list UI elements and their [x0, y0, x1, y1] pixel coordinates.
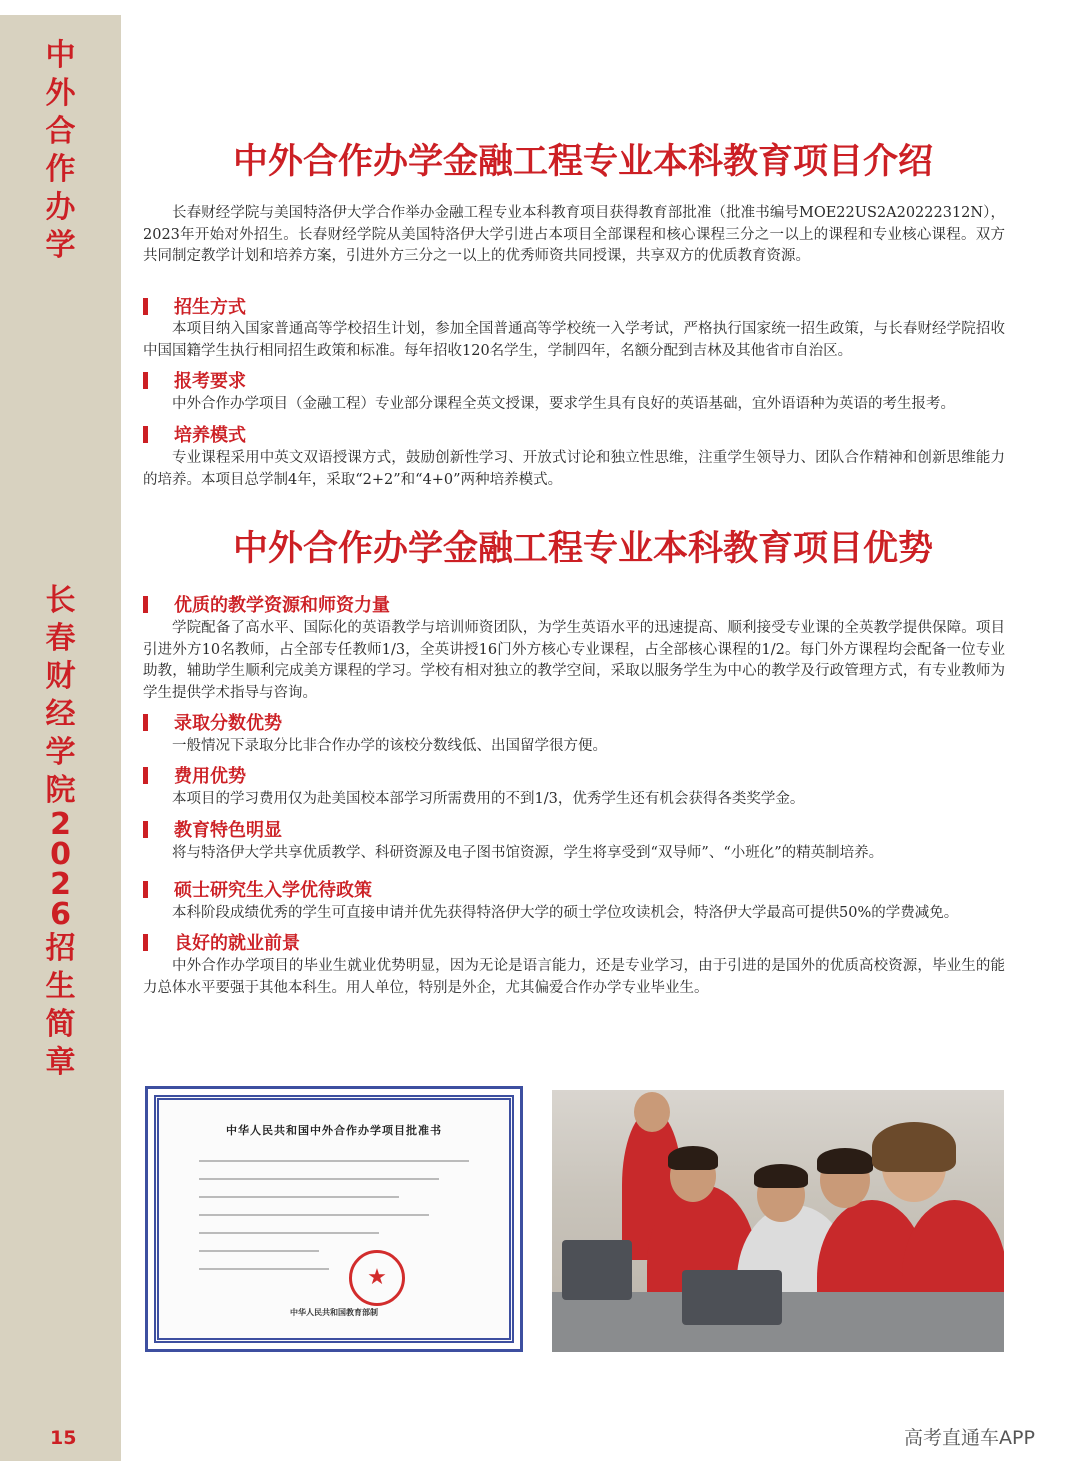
- section-marker: [143, 821, 148, 838]
- item-title-text: 费用优势: [174, 766, 246, 787]
- certificate-text-line: [199, 1214, 429, 1216]
- section1-heading: 中外合作办学金融工程专业本科教育项目介绍: [232, 142, 933, 182]
- section-marker: [143, 767, 148, 784]
- section-marker: [143, 881, 148, 898]
- certificate-text-line: [199, 1178, 439, 1180]
- students-photo: [552, 1090, 1004, 1352]
- laptop-icon: [562, 1240, 632, 1300]
- section1-item-text: 专业课程采用中英文双语授课方式，鼓励创新性学习、开放式讨论和独立性思维，注重学生领导力、团队合作精神和创新思维能力的培养。本项目总学制4年，采取“2+2”和“4+0”两种培养模式。: [143, 450, 1005, 488]
- section2-item-text: 将与特洛伊大学共享优质教学、科研资源及电子图书馆资源，学生将享受到“双导师”、“小班化”的精英制培养。: [172, 845, 884, 861]
- certificate-text-line: [199, 1232, 379, 1234]
- item-title-text: 培养模式: [174, 425, 246, 446]
- certificate-title: 中华人民共和国中外合作办学项目批准书: [226, 1124, 442, 1137]
- certificate-issuer: 中华人民共和国教育部制: [290, 1307, 378, 1317]
- section-marker: [143, 714, 148, 731]
- sidebar-mid-label: 长 春 财 经 学 院 2 0 2 6 招 生 简 章: [45, 583, 76, 1080]
- section-marker: [143, 372, 148, 389]
- certificate-frame: [154, 1095, 514, 1343]
- section1-item-title: [143, 296, 246, 320]
- page-number: 15: [50, 1427, 77, 1449]
- section2-item-title: [143, 819, 282, 843]
- section2-item-title: [143, 765, 246, 789]
- section-marker: [143, 596, 148, 613]
- student-head: [634, 1092, 670, 1132]
- section2-item-title: [143, 932, 300, 956]
- section1-item-text: 本项目纳入国家普通高等学校招生计划，参加全国普通高等学校统一入学考试，严格执行国家统一招生政策，与长春财经学院招收中国国籍学生执行相同招生政策和标准。每年招收120名学生，学制四年，名额分配到吉林及其他省市自治区。: [143, 321, 1005, 359]
- section2-item-title: [143, 712, 282, 736]
- item-title-text: 报考要求: [174, 371, 246, 392]
- student-hair: [872, 1122, 956, 1172]
- section2-item-text: 学院配备了高水平、国际化的英语教学与培训师资团队，为学生英语水平的迅速提高、顺利接受专业课的全英教学提供保障。项目引进外方10名教师，占全部专任教师1/3，全英讲授16门外方核心专业课程，占全部核心课程的1/2。每门外方课程均会配备一位专业助教，辅助学生顺利完成美方课程的学习。学校有相对独立的教学空间，采取以服务学生为中心的教学及行政管理方式，有专业教师为学生提供学术指导与咨询。: [143, 620, 1005, 701]
- section-marker: [143, 426, 148, 443]
- certificate-text-line: [199, 1160, 469, 1162]
- section-marker: [143, 934, 148, 951]
- section2-item-text: 本项目的学习费用仅为赴美国校本部学习所需费用的不到1/3，优秀学生还有机会获得各类奖学金。: [172, 791, 805, 807]
- watermark: 高考直通车APP: [904, 1427, 1035, 1449]
- section2-item-title: [143, 879, 372, 903]
- section2-heading: 中外合作办学金融工程专业本科教育项目优势: [232, 529, 933, 569]
- section2-item-text: 本科阶段成绩优秀的学生可直接申请并优先获得特洛伊大学的硕士学位攻读机会，特洛伊大学最高可提供50%的学费减免。: [172, 905, 959, 921]
- item-title-text: 教育特色明显: [174, 820, 282, 841]
- section2-item-text: 一般情况下录取分比非合作办学的该校分数线低、出国留学很方便。: [172, 738, 607, 754]
- certificate-text-line: [199, 1250, 319, 1252]
- section1-item-title: [143, 370, 246, 394]
- student-hair: [754, 1164, 808, 1188]
- section1-intro: 长春财经学院与美国特洛伊大学合作举办金融工程专业本科教育项目获得教育部批准（批准书编号MOE22US2A20222312N），2023年开始对外招生。长春财经学院从美国特洛伊大学引进占本项目全部课程和核心课程三分之一以上的课程和专业核心课程。双方共同制定教学计划和培养方案，引进外方三分之一以上的优秀师资共同授课，共享双方的优质教育资源。: [143, 205, 1005, 264]
- student-hair: [817, 1148, 873, 1174]
- student-hair: [668, 1146, 718, 1170]
- item-title-text: 良好的就业前景: [174, 933, 300, 954]
- section2-item-text: 中外合作办学项目的毕业生就业优势明显，因为无论是语言能力，还是专业学习，由于引进的是国外的优质高校资源，毕业生的能力总体水平要强于其他本科生。用人单位，特别是外企，尤其偏爱合作办学专业毕业生。: [143, 958, 1005, 996]
- item-title-text: 招生方式: [174, 297, 246, 318]
- laptop-icon: [682, 1270, 782, 1325]
- sidebar-top-label: 中 外 合 作 办 学: [45, 38, 76, 263]
- section1-item-title: [143, 424, 246, 448]
- item-title-text: 优质的教学资源和师资力量: [174, 595, 390, 616]
- item-title-text: 录取分数优势: [174, 713, 282, 734]
- approval-certificate-image: [145, 1086, 523, 1352]
- certificate-text-line: [199, 1268, 329, 1270]
- official-seal-icon: [349, 1250, 405, 1306]
- section2-item-title: [143, 594, 390, 618]
- certificate-text-line: [199, 1196, 399, 1198]
- section1-item-text: 中外合作办学项目（金融工程）专业部分课程全英文授课，要求学生具有良好的英语基础，宜外语语种为英语的考生报考。: [172, 396, 955, 412]
- section-marker: [143, 298, 148, 315]
- item-title-text: 硕士研究生入学优待政策: [174, 880, 372, 901]
- sidebar: [0, 15, 121, 1461]
